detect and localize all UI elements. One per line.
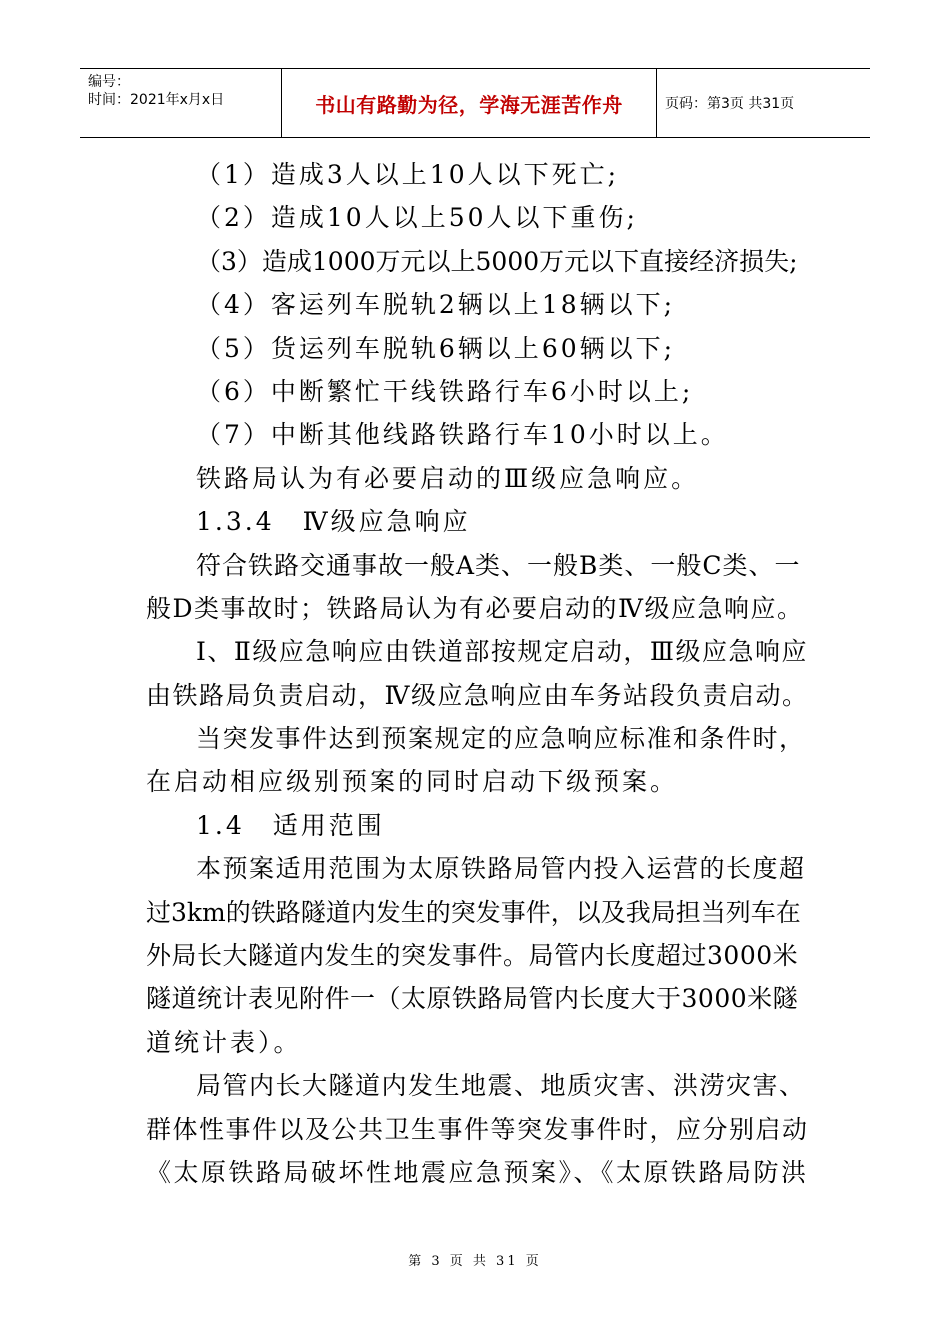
page-header (80, 68, 870, 138)
body-line: 过3km的铁路隧道内发生的突发事件，以及我局担当列车在 (146, 897, 801, 927)
body-line: （4）客运列车脱轨2辆以上18辆以下; (196, 290, 676, 320)
document-number-label: 编号： (88, 74, 130, 90)
body-line: 外局长大隧道内发生的突发事件。局管内长度超过3000米 (146, 941, 799, 971)
body-line: 在启动相应级别预案的同时启动下级预案。 (146, 767, 679, 797)
body-line: （6）中断繁忙干线铁路行车6小时以上; (196, 376, 694, 406)
section-heading: 1.4 适用范围 (196, 810, 385, 840)
body-line: 《太原铁路局破坏性地震应急预案》、《太原铁路局防洪 (146, 1157, 809, 1187)
body-line: （7）中断其他线路铁路行车10小时以上。 (196, 420, 729, 450)
body-line: 当突发事件达到预案规定的应急响应标准和条件时， (196, 724, 806, 754)
document-body (146, 153, 808, 1194)
body-line: 局管内长大隧道内发生地震、地质灾害、洪涝灾害、 (196, 1071, 806, 1101)
body-line: 群体性事件以及公共卫生事件等突发事件时，应分别启动 (146, 1114, 809, 1144)
body-line: 铁路局认为有必要启动的Ⅲ级应急响应。 (196, 463, 700, 493)
header-motto: 书山有路勤为径，学海无涯苦作舟 (315, 92, 623, 117)
body-line: （1）造成3人以上10人以下死亡; (196, 160, 620, 189)
header-meta (80, 69, 282, 137)
page-footer: 第 3 页 共 31 页 (408, 1254, 542, 1269)
document-date: 时间：2021年x月x日 (88, 92, 225, 108)
body-line: Ⅰ、Ⅱ级应急响应由铁道部按规定启动，Ⅲ级应急响应 (196, 637, 808, 667)
body-line: （5）货运列车脱轨6辆以上60辆以下; (196, 333, 676, 363)
body-line: 般D类事故时；铁路局认为有必要启动的Ⅳ级应急响应。 (146, 593, 804, 623)
body-line: （3）造成1000万元以上5000万元以下直接经济损失; (196, 246, 798, 276)
body-line: 符合铁路交通事故一般A类、一般B类、一般C类、一 (196, 550, 801, 580)
body-line: 隧道统计表见附件一（太原铁路局管内长度大于3000米隧 (146, 984, 799, 1014)
body-line: 道统计表）。 (146, 1027, 302, 1057)
body-line: （2）造成10人以上50人以下重伤; (196, 203, 638, 233)
header-motto-cell (282, 69, 657, 137)
header-page-code: 页码：第3页 共31页 (665, 96, 795, 112)
body-line: 由铁路局负责启动，Ⅳ级应急响应由车务站段负责启动。 (146, 680, 809, 710)
section-heading: 1.3.4 Ⅳ级应急响应 (196, 507, 471, 537)
body-line: 本预案适用范围为太原铁路局管内投入运营的长度超 (196, 854, 806, 884)
